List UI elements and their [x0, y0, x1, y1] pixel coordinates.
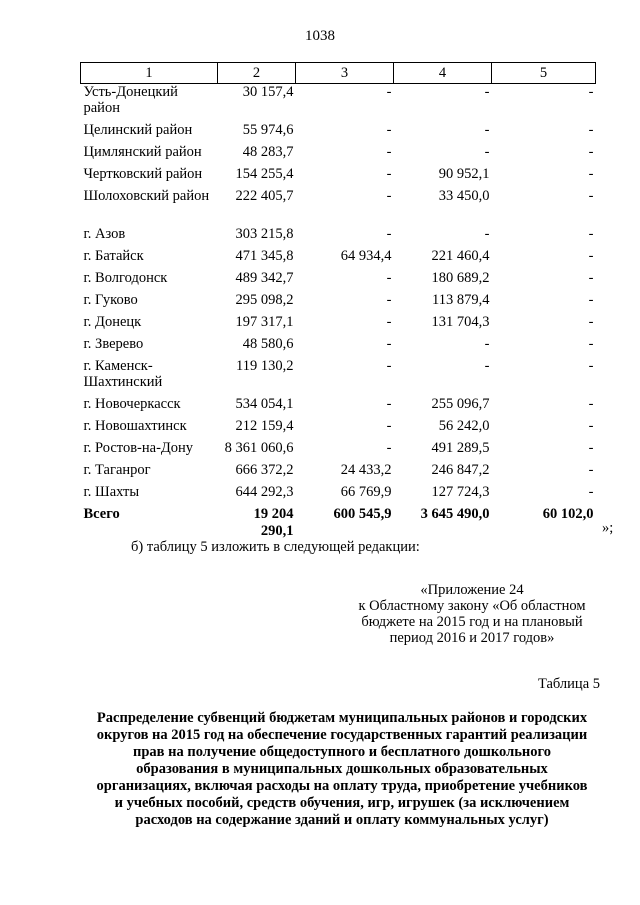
- row-col-4: 180 689,2: [431, 270, 490, 286]
- table-row: [81, 396, 596, 418]
- total-label: Всего: [83, 506, 120, 522]
- row-col-5: -: [588, 462, 594, 478]
- row-col-5: -: [588, 122, 594, 138]
- row-col-2: 471 345,8: [235, 248, 294, 264]
- row-col-4: -: [484, 122, 490, 138]
- row-name: Чертковский район: [83, 166, 203, 182]
- row-name: г. Таганрог: [83, 462, 151, 478]
- row-col-4: 246 847,2: [431, 462, 490, 478]
- row-col-5: -: [588, 484, 594, 500]
- row-name: г. Волгодонск: [83, 270, 168, 286]
- row-col-3: -: [386, 336, 392, 352]
- header-col-3: 3: [296, 63, 394, 84]
- row-col-5: -: [588, 270, 594, 286]
- row-col-3: -: [386, 314, 392, 330]
- row-col-5: -: [588, 440, 594, 456]
- row-name: г. Батайск: [83, 248, 144, 264]
- total-row: [81, 506, 596, 540]
- row-col-3: -: [386, 84, 392, 100]
- row-name: Целинский район: [83, 122, 193, 138]
- table-row: [81, 292, 596, 314]
- row-col-2: 222 405,7: [235, 188, 294, 204]
- row-col-3: -: [386, 226, 392, 242]
- table-row: [81, 166, 596, 188]
- row-col-2: 30 157,4: [242, 84, 294, 100]
- appendix-line: к Областному закону «Об областном: [358, 598, 586, 614]
- row-col-4: -: [484, 84, 490, 100]
- row-col-2: 489 342,7: [235, 270, 294, 286]
- row-col-2: 303 215,8: [235, 226, 294, 242]
- appendix-line: период 2016 и 2017 годов»: [389, 630, 555, 646]
- row-col-4: 491 289,5: [431, 440, 490, 456]
- table-row: [81, 462, 596, 484]
- row-name: г. Донецк: [83, 314, 142, 330]
- row-col-2: 119 130,2: [236, 358, 294, 374]
- row-col-3: -: [386, 270, 392, 286]
- row-col-2: 212 159,4: [235, 418, 294, 434]
- heading-line: округов на 2015 год на обеспечение государственных гарантий реализации: [96, 727, 588, 743]
- table-header: [81, 63, 596, 84]
- table-row: [81, 440, 596, 462]
- row-col-4: -: [484, 336, 490, 352]
- row-name: г. Ростов-на-Дону: [83, 440, 194, 456]
- total-col-3: 600 545,9: [333, 506, 392, 522]
- row-col-4: 131 704,3: [431, 314, 490, 330]
- header-row: [81, 63, 596, 84]
- row-col-2: 8 361 060,6: [224, 440, 294, 456]
- table-row: [81, 248, 596, 270]
- header-col-1: 1: [81, 63, 218, 84]
- row-col-3: 64 934,4: [340, 248, 392, 264]
- appendix-line: «Приложение 24: [420, 582, 524, 598]
- row-name: Цимлянский район: [83, 144, 202, 160]
- heading-line: и учебных пособий, средств обучения, игр, игрушек (за исключением: [114, 795, 570, 811]
- table-row: [81, 84, 596, 123]
- row-name: г. Зверево: [83, 336, 144, 352]
- heading-line: прав на получение общедоступного и бесплатного дошкольного: [133, 744, 551, 760]
- row-col-2: 55 974,6: [242, 122, 294, 138]
- row-col-2: 534 054,1: [235, 396, 294, 412]
- row-col-4: -: [484, 144, 490, 160]
- row-col-5: -: [588, 166, 594, 182]
- row-col-3: 24 433,2: [340, 462, 392, 478]
- header-col-2: 2: [218, 63, 296, 84]
- table-row: [81, 314, 596, 336]
- closing-quote: »;: [602, 520, 614, 536]
- row-col-5: -: [588, 84, 594, 100]
- row-col-4: 255 096,7: [431, 396, 490, 412]
- table-row: [81, 122, 596, 144]
- page-number: 1038: [305, 28, 335, 44]
- row-col-4: 33 450,0: [438, 188, 490, 204]
- table-body: [81, 84, 596, 541]
- row-col-5: -: [588, 292, 594, 308]
- budget-table: [80, 62, 596, 540]
- total-col-2: 19 204 290,1: [253, 506, 294, 539]
- row-col-3: -: [386, 166, 392, 182]
- row-col-2: 48 283,7: [242, 144, 294, 160]
- row-col-3: 66 769,9: [340, 484, 392, 500]
- row-col-3: -: [386, 292, 392, 308]
- row-col-5: -: [588, 144, 594, 160]
- row-name: г. Каменск-Шахтинский: [83, 358, 163, 390]
- row-col-5: -: [588, 358, 594, 374]
- row-col-5: -: [588, 226, 594, 242]
- row-name: Усть-Донецкий район: [83, 84, 178, 116]
- row-col-4: 113 879,4: [432, 292, 490, 308]
- row-col-5: -: [588, 314, 594, 330]
- heading-line: организациях, включая расходы на оплату труда, приобретение учебников: [96, 778, 588, 794]
- row-name: г. Азов: [83, 226, 126, 242]
- section-heading: [80, 710, 604, 829]
- heading-line: образования в муниципальных дошкольных образовательных: [136, 761, 548, 777]
- row-name: г. Шахты: [83, 484, 140, 500]
- budget-table-container: [80, 62, 596, 540]
- row-col-4: 56 242,0: [438, 418, 490, 434]
- row-col-5: -: [588, 396, 594, 412]
- table-row: [81, 270, 596, 292]
- row-col-5: -: [588, 418, 594, 434]
- total-col-5: 60 102,0: [542, 506, 594, 522]
- row-col-4: 90 952,1: [438, 166, 490, 182]
- row-name: г. Новошахтинск: [83, 418, 187, 434]
- row-col-3: -: [386, 440, 392, 456]
- row-col-3: -: [386, 122, 392, 138]
- row-col-5: -: [588, 248, 594, 264]
- row-col-3: -: [386, 358, 392, 374]
- row-col-2: 644 292,3: [235, 484, 294, 500]
- header-col-5: 5: [492, 63, 596, 84]
- heading-line: Распределение субвенций бюджетам муниципальных районов и городских: [96, 710, 588, 726]
- row-col-2: 666 372,2: [235, 462, 294, 478]
- table-row: [81, 336, 596, 358]
- row-col-4: -: [484, 358, 490, 374]
- table-row: [81, 484, 596, 506]
- row-name: г. Гуково: [83, 292, 138, 308]
- row-col-3: -: [386, 188, 392, 204]
- row-col-3: -: [386, 396, 392, 412]
- row-col-4: 221 460,4: [431, 248, 490, 264]
- heading-line: расходов на содержание зданий и оплату коммунальных услуг): [135, 812, 549, 828]
- table-row: [81, 226, 596, 248]
- row-col-4: -: [484, 226, 490, 242]
- table-row: [81, 188, 596, 226]
- table-row: [81, 144, 596, 166]
- header-col-4: 4: [394, 63, 492, 84]
- row-col-5: -: [588, 188, 594, 204]
- row-col-4: 127 724,3: [431, 484, 490, 500]
- row-col-5: -: [588, 336, 594, 352]
- row-col-3: -: [386, 418, 392, 434]
- instruction-text: б) таблицу 5 изложить в следующей редакции:: [131, 539, 420, 555]
- row-name: Шолоховский район: [83, 188, 210, 204]
- table-row: [81, 418, 596, 440]
- row-col-2: 48 580,6: [242, 336, 294, 352]
- appendix-line: бюджете на 2015 год и на плановый: [361, 614, 583, 630]
- total-col-4: 3 645 490,0: [420, 506, 490, 522]
- appendix-block: [342, 582, 602, 646]
- row-col-2: 154 255,4: [235, 166, 294, 182]
- row-col-3: -: [386, 144, 392, 160]
- table-label: Таблица 5: [537, 676, 600, 692]
- table-row: [81, 358, 596, 396]
- row-col-2: 295 098,2: [235, 292, 294, 308]
- row-col-2: 197 317,1: [235, 314, 294, 330]
- row-name: г. Новочеркасск: [83, 396, 181, 412]
